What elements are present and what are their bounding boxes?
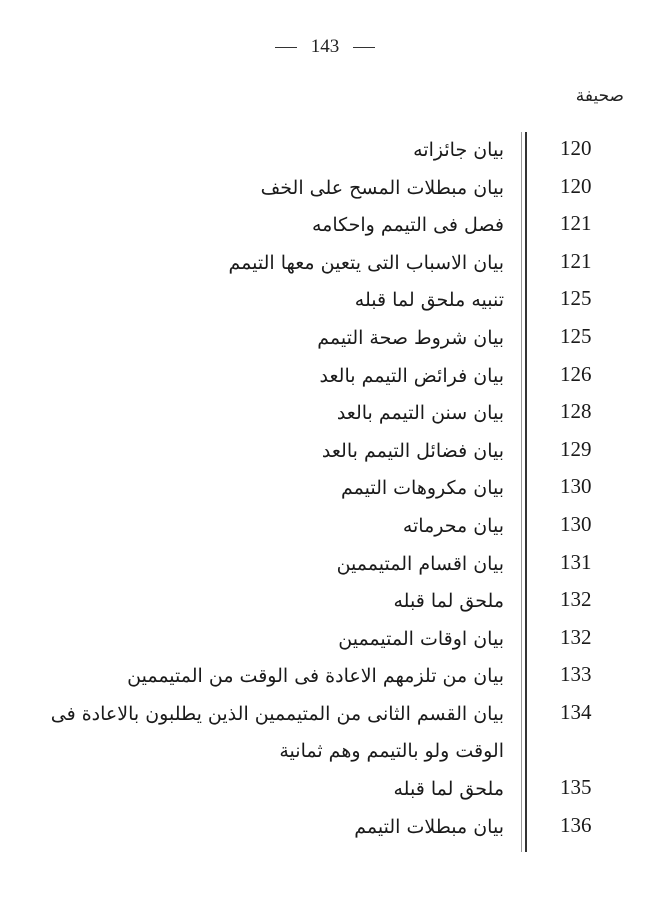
toc-title: فصل فى التيمم واحكامه	[312, 214, 504, 237]
toc-entry	[0, 205, 650, 243]
toc-entry	[0, 619, 650, 657]
toc-page-number: 130	[560, 511, 592, 536]
toc-page-number: 121	[560, 211, 592, 236]
toc-entry	[0, 769, 650, 807]
toc-title: بيان جائزاته	[413, 139, 504, 161]
toc-entry	[0, 694, 650, 769]
toc-title: بيان فضائل التيمم بالعد	[321, 439, 504, 462]
toc-page-number: 130	[560, 474, 592, 499]
toc-entry	[0, 581, 650, 619]
toc-page-number: 120	[560, 173, 592, 198]
toc-entry	[0, 243, 650, 281]
toc-title: تنبيه ملحق لما قبله	[354, 289, 504, 312]
toc-title: بيان مبطلات المسح على الخف	[260, 176, 504, 199]
dash-left	[275, 47, 297, 48]
toc-page-number: 132	[560, 624, 592, 649]
toc-page-number: 132	[560, 587, 592, 612]
table-of-contents	[0, 130, 650, 844]
page-number	[0, 36, 650, 58]
toc-title: ملحق لما قبله	[393, 777, 504, 800]
toc-entry	[0, 168, 650, 206]
toc-entry	[0, 468, 650, 506]
toc-title: بيان فرائض التيمم بالعد	[319, 364, 504, 387]
toc-title: بيان شروط صحة التيمم	[317, 326, 504, 349]
toc-page-number: 129	[560, 436, 592, 461]
toc-entry	[0, 544, 650, 582]
toc-entry	[0, 431, 650, 469]
column-header: صحيفة	[575, 86, 624, 106]
toc-page-number: 121	[560, 248, 592, 273]
dash-right	[353, 47, 375, 48]
toc-entry	[0, 318, 650, 356]
toc-page-number: 136	[560, 812, 592, 837]
toc-entry	[0, 356, 650, 394]
toc-page-number: 131	[560, 549, 592, 574]
toc-page-number: 135	[560, 774, 592, 799]
toc-entry	[0, 656, 650, 694]
toc-title: بيان سنن التيمم بالعد	[336, 402, 504, 425]
toc-title: بيان من تلزمهم الاعادة فى الوقت من المتيممين	[127, 665, 504, 688]
toc-page-number: 120	[560, 136, 592, 160]
toc-title: بيان مكروهات التيمم	[340, 477, 504, 500]
toc-title: بيان اوقات المتيممين	[338, 627, 504, 650]
toc-page-number: 125	[560, 286, 592, 311]
toc-title: بيان الاسباب التى يتعين معها التيمم	[228, 251, 504, 274]
toc-title: بيان القسم الثانى من المتيممين الذين يطلبون بالاعادة فى الوقت ولو بالتيمم وهم ثمانية	[50, 702, 504, 762]
page-number-text: 143	[310, 36, 340, 57]
toc-page-number: 134	[560, 699, 592, 724]
toc-title: بيان محرماته	[402, 514, 504, 537]
toc-title: بيان مبطلات التيمم	[354, 815, 504, 838]
toc-page-number: 126	[560, 361, 592, 386]
toc-entry	[0, 130, 650, 168]
toc-entry	[0, 506, 650, 544]
toc-entry	[0, 280, 650, 318]
toc-title: بيان اقسام المتيممين	[336, 552, 504, 575]
toc-page-number: 133	[560, 662, 592, 687]
toc-page-number: 128	[560, 399, 592, 424]
toc-page-number: 125	[560, 323, 592, 348]
toc-entry	[0, 807, 650, 845]
toc-title: ملحق لما قبله	[393, 590, 504, 613]
toc-entry	[0, 393, 650, 431]
